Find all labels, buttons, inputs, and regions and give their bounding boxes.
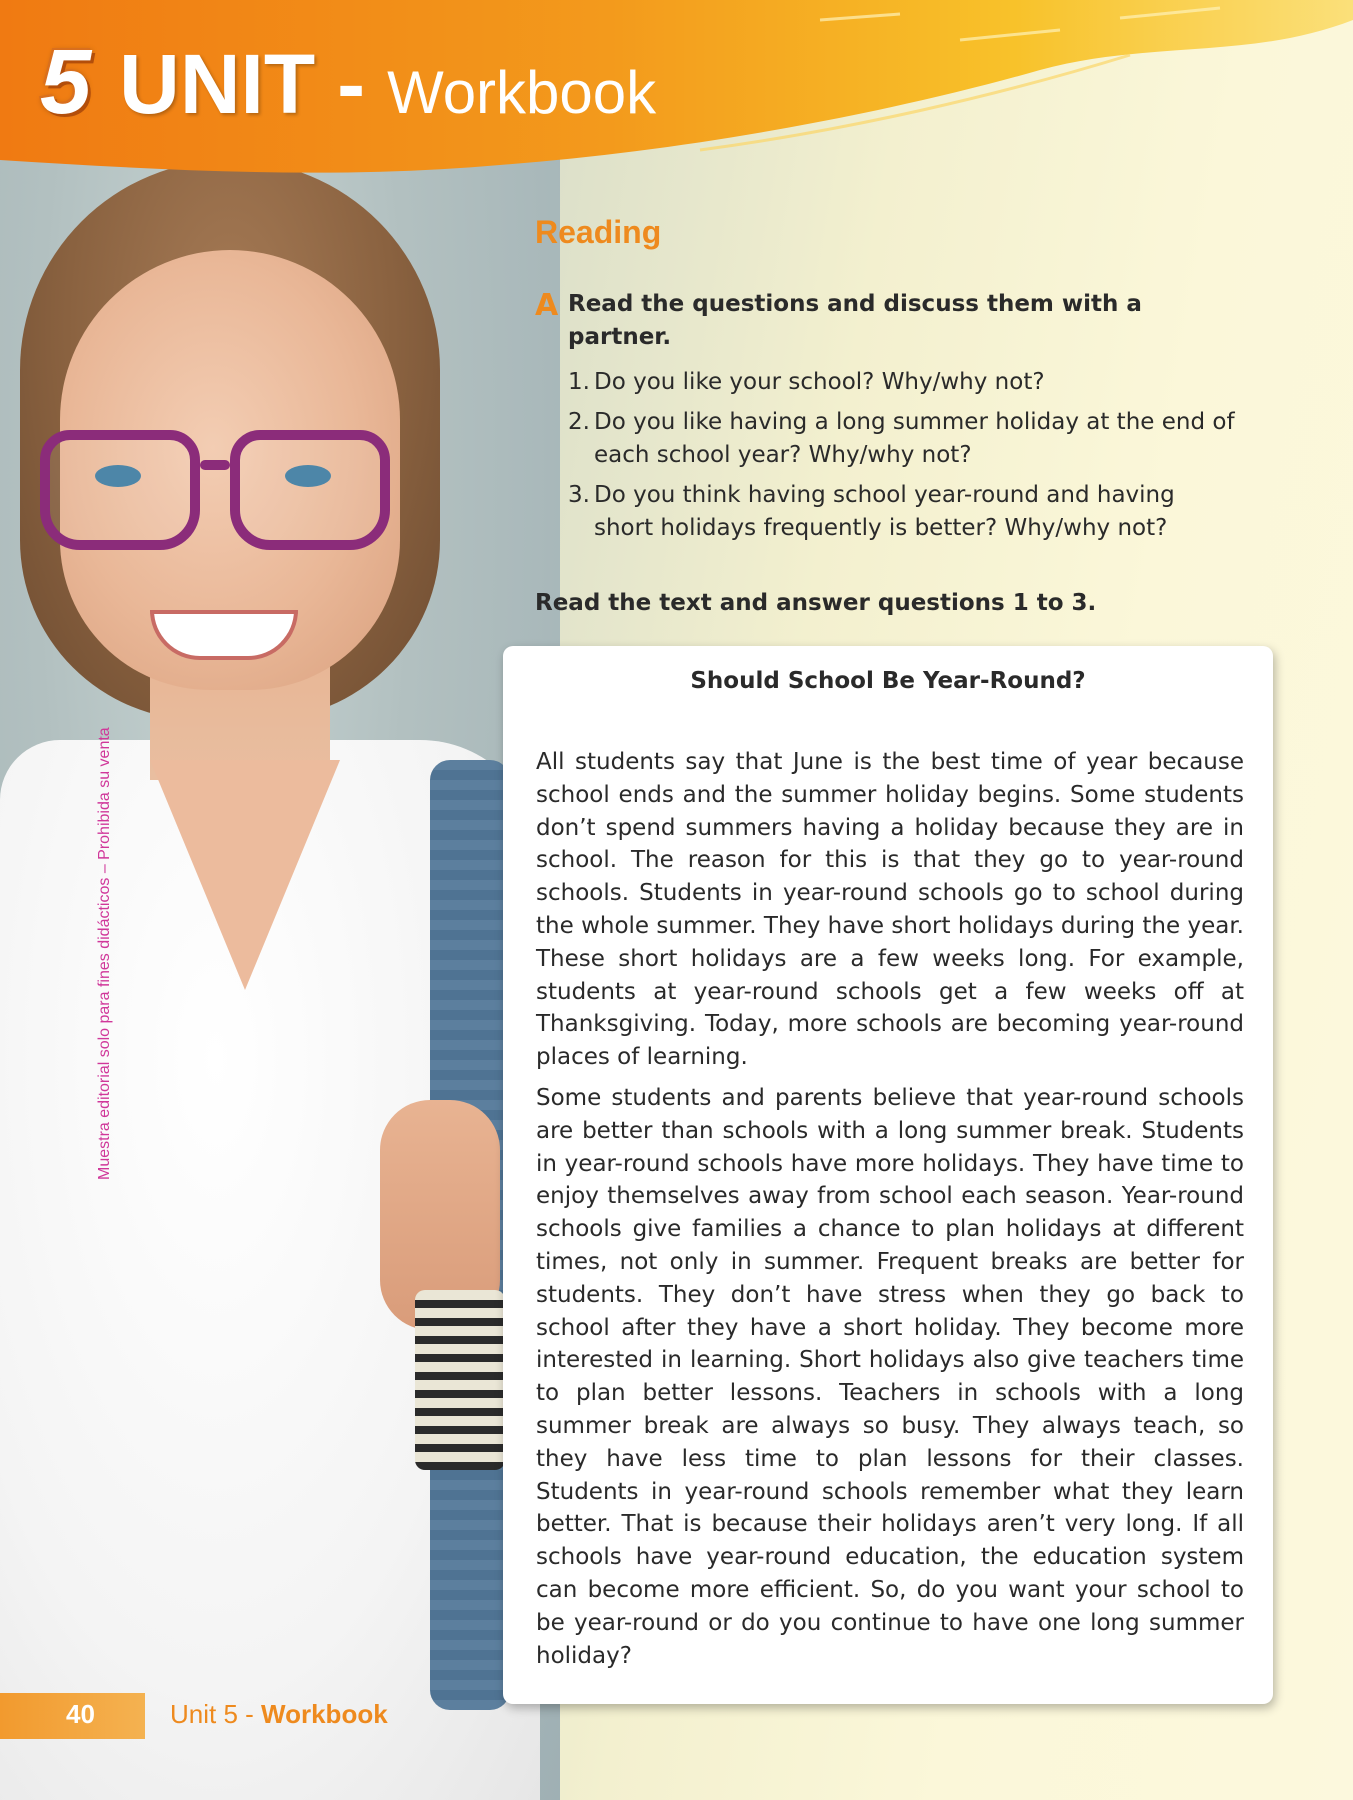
article-box [503,646,1273,1704]
unit-subtitle: Workbook [387,59,657,126]
glasses-lens-right [230,430,390,550]
footer-label-bold: Workbook [261,1699,388,1729]
question-item [568,406,1235,472]
question-item [568,479,1235,545]
activity-instruction: Read the questions and discuss them with a partner. [568,291,1142,350]
question-item [568,366,1235,399]
footer-label [170,1699,388,1730]
article-paragraph: Some students and parents believe that year-round schools are better than schools with a long summer break. Students in year-round schools have more holidays. They have time to enjoy themselves away from school each season. Year-round schools give families a chance to plan holidays at different times, not only in summer. Frequent breaks are better for students. They don’t have stress when they go back to school after they have a short holiday. They become more interested in learning. Short holidays also give teachers time to plan better lessons. Teachers in schools with a long summer break are always so busy. They always teach, so they have less time to plan lessons for their classes. Students in year-round schools remember what they learn better. That is because their holidays aren’t very long. If all schools have year-round education, the education system can become more efficient. So, do you want your school to be year-round or do you continue to have one long summer holiday? [536,1084,1244,1669]
photo-glasses [40,410,400,550]
watermark-text: Muestra editorial solo para fines didácticos – Prohibida su venta [96,727,113,1180]
unit-word: UNIT [119,37,316,131]
activity-letter: A [535,288,559,323]
eye-right [285,465,331,487]
question-text: Do you think having school year-round and having short holidays frequently is better? Why/why not? [594,482,1175,541]
question-number: 1. [568,369,590,395]
article-paragraph: All students say that June is the best time of year because school ends and the summer holiday begins. Some students don’t spend summers having a holiday because they are in school. The reason for this is that they go to year-round schools. Students in year-round schools go to school during the whole summer. They have short holidays during the year. These short holidays are a few weeks long. For example, students at year-round schools get a few weeks off at Thanksgiving. Today, more schools are becoming year-round places of learning. [536,749,1244,1071]
article-body [536,746,1244,1680]
page-number: 40 [66,1699,95,1729]
article-title: Should School Be Year-Round? [690,668,1086,694]
question-text: Do you like having a long summer holiday at the end of each school year? Why/why not? [594,409,1235,468]
photo-neckline [150,760,340,990]
read-instruction: Read the text and answer questions 1 to 3. [535,590,1097,616]
question-list [568,366,1235,545]
glasses-bridge [200,460,230,470]
glasses-lens-left [40,430,200,550]
footer-label-prefix: Unit 5 - [170,1699,262,1729]
backpack-strap-stripes [415,1290,505,1470]
unit-dash: - [337,37,366,131]
question-number: 3. [568,482,590,508]
unit-number: 5 [40,31,92,133]
question-number: 2. [568,409,590,435]
eye-left [95,465,141,487]
section-title: Reading [535,214,662,250]
activity-a [535,288,1235,552]
unit-header [40,30,656,135]
question-text: Do you like your school? Why/why not? [594,369,1045,395]
